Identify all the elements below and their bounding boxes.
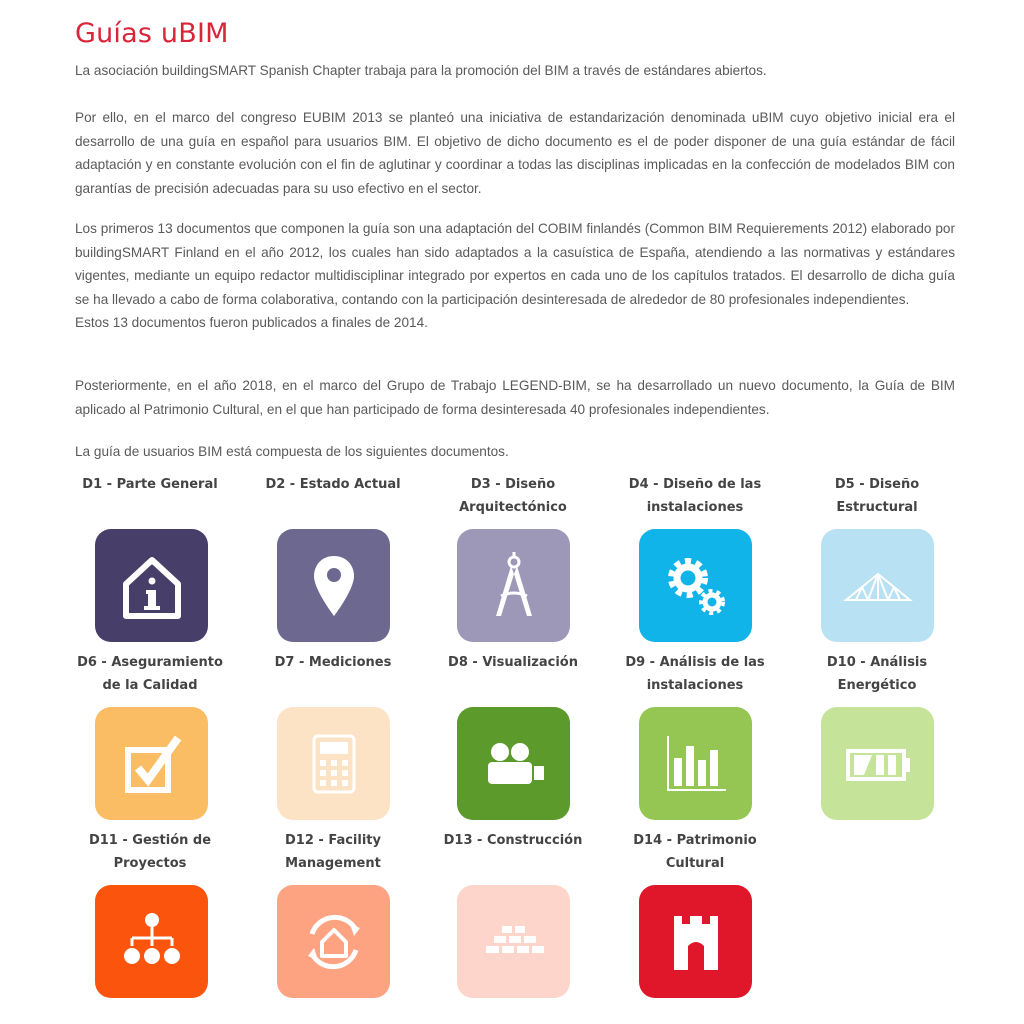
paragraph-text: Estos 13 documentos fueron publicados a finales de 2014. bbox=[75, 315, 428, 330]
doc-label-d12[interactable]: D12 - Facility Management bbox=[285, 833, 381, 871]
compass-icon bbox=[478, 550, 550, 622]
doc-tile-d5[interactable] bbox=[821, 529, 934, 642]
doc-tile-d1[interactable] bbox=[95, 529, 208, 642]
gears-icon bbox=[660, 550, 732, 622]
doc-tile-d13[interactable] bbox=[457, 885, 570, 998]
calculator-icon bbox=[298, 728, 370, 800]
video-camera-icon bbox=[478, 728, 550, 800]
doc-label-d8[interactable]: D8 - Visualización bbox=[448, 655, 578, 670]
paragraph-text: La asociación buildingSMART Spanish Chapter trabaja para la promoción del BIM a través de estándares abiertos. bbox=[75, 63, 767, 78]
doc-tile-d9[interactable] bbox=[639, 707, 752, 820]
eubim-paragraph bbox=[75, 106, 955, 200]
doc-tile-d3[interactable] bbox=[457, 529, 570, 642]
documents-intro bbox=[75, 440, 955, 464]
doc-tile-d10[interactable] bbox=[821, 707, 934, 820]
doc-label-d1[interactable]: D1 - Parte General bbox=[82, 477, 218, 492]
intro-paragraph bbox=[75, 59, 955, 83]
paragraph-text: Los primeros 13 documentos que componen la guía son una adaptación del COBIM finlandés (Common BIM Requierements 2012) elaborado por buildingSMART Finland en el año 2012, los cuales han sido adaptados a la casuística de España, atendiendo a las normativas y estándares vigentes, mediante un equipo redactor multidisciplinar integrado por expertos en cada uno de los capítulos tratados. El desarrollo de dicha guía se ha llevado a cabo de forma colaborativa, contando con la participación desinteresada de alrededor de 80 profesionales independientes. bbox=[75, 221, 955, 307]
bricks-icon bbox=[478, 906, 550, 978]
checkbox-icon bbox=[116, 728, 188, 800]
roof-truss-icon bbox=[842, 550, 914, 622]
doc-tile-d14[interactable] bbox=[639, 885, 752, 998]
doc-label-d7[interactable]: D7 - Mediciones bbox=[274, 655, 392, 670]
castle-tower-icon bbox=[660, 906, 732, 978]
paragraph-text: La guía de usuarios BIM está compuesta de los siguientes documentos. bbox=[75, 444, 509, 459]
doc-tile-d2[interactable] bbox=[277, 529, 390, 642]
house-cycle-icon bbox=[298, 906, 370, 978]
doc-tile-d11[interactable] bbox=[95, 885, 208, 998]
doc-label-d9[interactable]: D9 - Análisis de las instalaciones bbox=[625, 655, 765, 693]
page-title: Guías uBIM bbox=[75, 18, 229, 49]
doc-tile-d4[interactable] bbox=[639, 529, 752, 642]
doc-label-d13[interactable]: D13 - Construcción bbox=[443, 833, 583, 848]
home-info-icon bbox=[116, 550, 188, 622]
doc-tile-d7[interactable] bbox=[277, 707, 390, 820]
doc-label-d3[interactable]: D3 - Diseño Arquitectónico bbox=[459, 477, 567, 515]
battery-icon bbox=[842, 728, 914, 800]
doc-label-d4[interactable]: D4 - Diseño de las instalaciones bbox=[628, 477, 762, 515]
doc-label-d14[interactable]: D14 - Patrimonio Cultural bbox=[633, 833, 757, 871]
paragraph-text: Por ello, en el marco del congreso EUBIM 2013 se planteó una iniciativa de estandarización denominada uBIM cuyo objetivo inicial era el desarrollo de una guía en español para usuarios BIM. El objetivo de dicho documento es el de poder disponer de una guía estándar de fácil adaptación y en constante evolución con el fin de aglutinar y coordinar a todas las disciplinas implicadas en la confección de modelados BIM con garantías de precisión adecuadas para su uso efectivo en el sector. bbox=[75, 110, 955, 196]
doc-tile-d8[interactable] bbox=[457, 707, 570, 820]
doc-label-d11[interactable]: D11 - Gestión de Proyectos bbox=[88, 833, 212, 871]
paragraph-text: Posteriormente, en el año 2018, en el marco del Grupo de Trabajo LEGEND-BIM, se ha desarrollado un nuevo documento, la Guía de BIM aplicado al Patrimonio Cultural, en el que han participado de forma desinteresada 40 profesionales independientes. bbox=[75, 378, 955, 417]
doc-label-d5[interactable]: D5 - Diseño Estructural bbox=[834, 477, 920, 515]
doc-label-d2[interactable]: D2 - Estado Actual bbox=[265, 477, 401, 492]
bar-chart-icon bbox=[660, 728, 732, 800]
doc-tile-d6[interactable] bbox=[95, 707, 208, 820]
doc-label-d10[interactable]: D10 - Análisis Energético bbox=[826, 655, 928, 693]
hierarchy-icon bbox=[116, 906, 188, 978]
map-pin-icon bbox=[298, 550, 370, 622]
doc-label-d6[interactable]: D6 - Aseguramiento de la Calidad bbox=[77, 655, 223, 693]
legend-bim-paragraph bbox=[75, 374, 955, 421]
cobim-paragraph bbox=[75, 217, 955, 335]
doc-tile-d12[interactable] bbox=[277, 885, 390, 998]
